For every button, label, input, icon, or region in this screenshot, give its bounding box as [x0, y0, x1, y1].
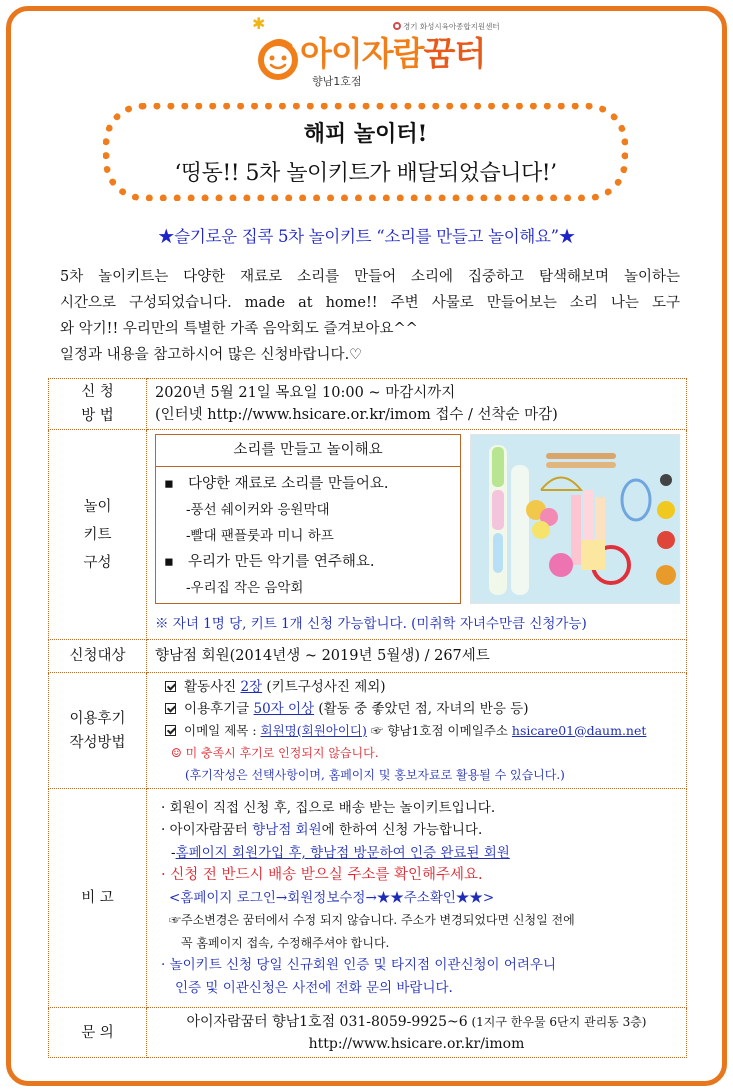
center-logo-icon	[393, 22, 401, 30]
title-line-1: 해피 놀이터!	[303, 121, 428, 147]
note-line: 인증 및 이관신청은 사전에 전화 문의 바랍니다.	[175, 979, 453, 996]
header-kit: 놀이 키트 구성	[49, 430, 147, 640]
brand-name: 아이자람꿈터	[300, 34, 486, 73]
content-note	[147, 789, 687, 1008]
table-row-note	[49, 789, 687, 1008]
title-line-2: ‘띵동!! 5차 놀이키트가 배달되었습니다!’	[174, 161, 557, 186]
branch-name: 향남1호점	[312, 75, 362, 88]
review-item-text: 이용후기글 50자 이상 (활동 중 좋았던 점, 자녀의 반응 등)	[165, 698, 686, 720]
title-box	[103, 103, 628, 201]
intro-line: 시간으로 구성되었습니다. made at home!! 주변 사물로 만들어보는 소리 나는 도구	[60, 295, 680, 311]
kit-photo-illustration	[471, 435, 680, 604]
checkbox-checked-icon	[165, 703, 176, 714]
target-text: 향남점 회원(2014년생 ~ 2019년 5월생) / 267세트	[155, 648, 490, 664]
kit-item: ▪ 우리가 만든 악기를 연주해요.	[164, 554, 375, 570]
content-apply	[147, 379, 687, 430]
content-kit	[147, 430, 687, 640]
table-row-kit	[49, 430, 687, 640]
star-icon: ✱	[252, 14, 266, 33]
review-notice: (후기작성은 선택사항이며, 홈페이지 및 홍보자료로 활용될 수 있습니다.)	[185, 767, 565, 782]
kit-contents-box	[155, 434, 461, 604]
kit-box-title: 소리를 만들고 놀이해요	[156, 435, 460, 467]
apply-date: 2020년 5월 21일 목요일 10:00 ~ 마감시까지	[155, 385, 456, 401]
apply-method: (인터넷 http://www.hsicare.or.kr/imom 접수 / 선착순 마감)	[155, 407, 558, 423]
review-item-photo: 활동사진 2장 (키트구성사진 제외)	[165, 676, 686, 698]
header-apply: 신 청 방 법	[49, 379, 147, 430]
intro-line: 일정과 내용을 참고하시어 많은 신청바랍니다.♡	[60, 347, 363, 363]
note-line-warning: · 신청 전 반드시 배송 받으실 주소를 확인해주세요.	[161, 867, 483, 884]
note-line: · 회원이 직접 신청 후, 집으로 배송 받는 놀이키트입니다.	[161, 799, 496, 816]
child-face-icon	[256, 30, 300, 82]
kit-note: ※ 자녀 1명 당, 키트 1개 신청 가능합니다. (미취학 자녀수만큼 신청가능)	[155, 616, 587, 632]
contact-url: http://www.hsicare.or.kr/imom	[308, 1035, 525, 1052]
contact-info: 아이자람꿈터 향남1호점 031-8059-9925~6 (1지구 한우물 6단지 관리동 3층)	[186, 1013, 647, 1030]
table-row-contact	[49, 1008, 687, 1058]
content-contact	[147, 1008, 687, 1058]
note-line: -홈페이지 회원가입 후, 향남점 방문하여 인증 완료된 회원	[171, 844, 510, 861]
review-warning: ☺ 미 충족시 후기로 인정되지 않습니다.	[171, 745, 379, 760]
checkbox-checked-icon	[165, 725, 176, 736]
header-review: 이용후기 작성방법	[49, 673, 147, 789]
info-table	[48, 378, 687, 1058]
kit-photo	[470, 434, 680, 604]
table-row-review	[49, 673, 687, 789]
table-row-target	[49, 640, 687, 673]
logo	[250, 14, 500, 90]
note-line-path: <홈페이지 로그인→회원정보수정→★★주소확인★★>	[169, 889, 495, 906]
content-target	[147, 640, 687, 673]
intro-paragraph	[60, 264, 680, 368]
intro-line: 와 악기!! 우리만의 특별한 가족 음악회도 즐겨보아요^^	[60, 321, 418, 337]
review-item-email: 이메일 제목 : 회원명(회원아이디) ☞ 향남1호점 이메일주소 hsicare01@daum.net	[165, 720, 686, 742]
note-line: · 놀이키트 신청 당일 신규회원 인증 및 타지점 이관신청이 어려우니	[161, 957, 557, 974]
checkbox-checked-icon	[165, 681, 176, 692]
intro-line: 5차 놀이키트는 다양한 재료로 소리를 만들어 소리에 집중하고 탐색해보며 놀이하는	[60, 269, 680, 285]
kit-item: ▪ 다양한 재료로 소리를 만들어요.	[164, 476, 389, 492]
header-contact: 문 의	[49, 1008, 147, 1058]
subtitle: ★슬기로운 집콕 5차 놀이키트 “소리를 만들고 놀이해요”★	[158, 227, 575, 246]
table-row-apply	[49, 379, 687, 430]
note-line: ☞주소변경은 꿈터에서 수정 되지 않습니다. 주소가 변경되었다면 신청일 전에	[169, 913, 575, 928]
kit-sub-item: -우리집 작은 음악회	[186, 580, 304, 596]
header-target: 신청대상	[49, 640, 147, 673]
note-line: 꼭 홈페이지 접속, 수정해주셔야 합니다.	[181, 935, 390, 950]
kit-sub-item: -풍선 쉐이커와 응원막대	[186, 502, 330, 518]
header-note: 비 고	[49, 789, 147, 1008]
center-name: 경기 화성시육아종합지원센터	[393, 21, 500, 32]
email-link[interactable]: hsicare01@daum.net	[511, 722, 647, 738]
content-review	[147, 673, 687, 789]
kit-sub-item: -빨대 팬플룻과 미니 하프	[186, 528, 334, 544]
note-line: · 아이자람꿈터 향남점 회원에 한하여 신청 가능합니다.	[161, 822, 483, 839]
